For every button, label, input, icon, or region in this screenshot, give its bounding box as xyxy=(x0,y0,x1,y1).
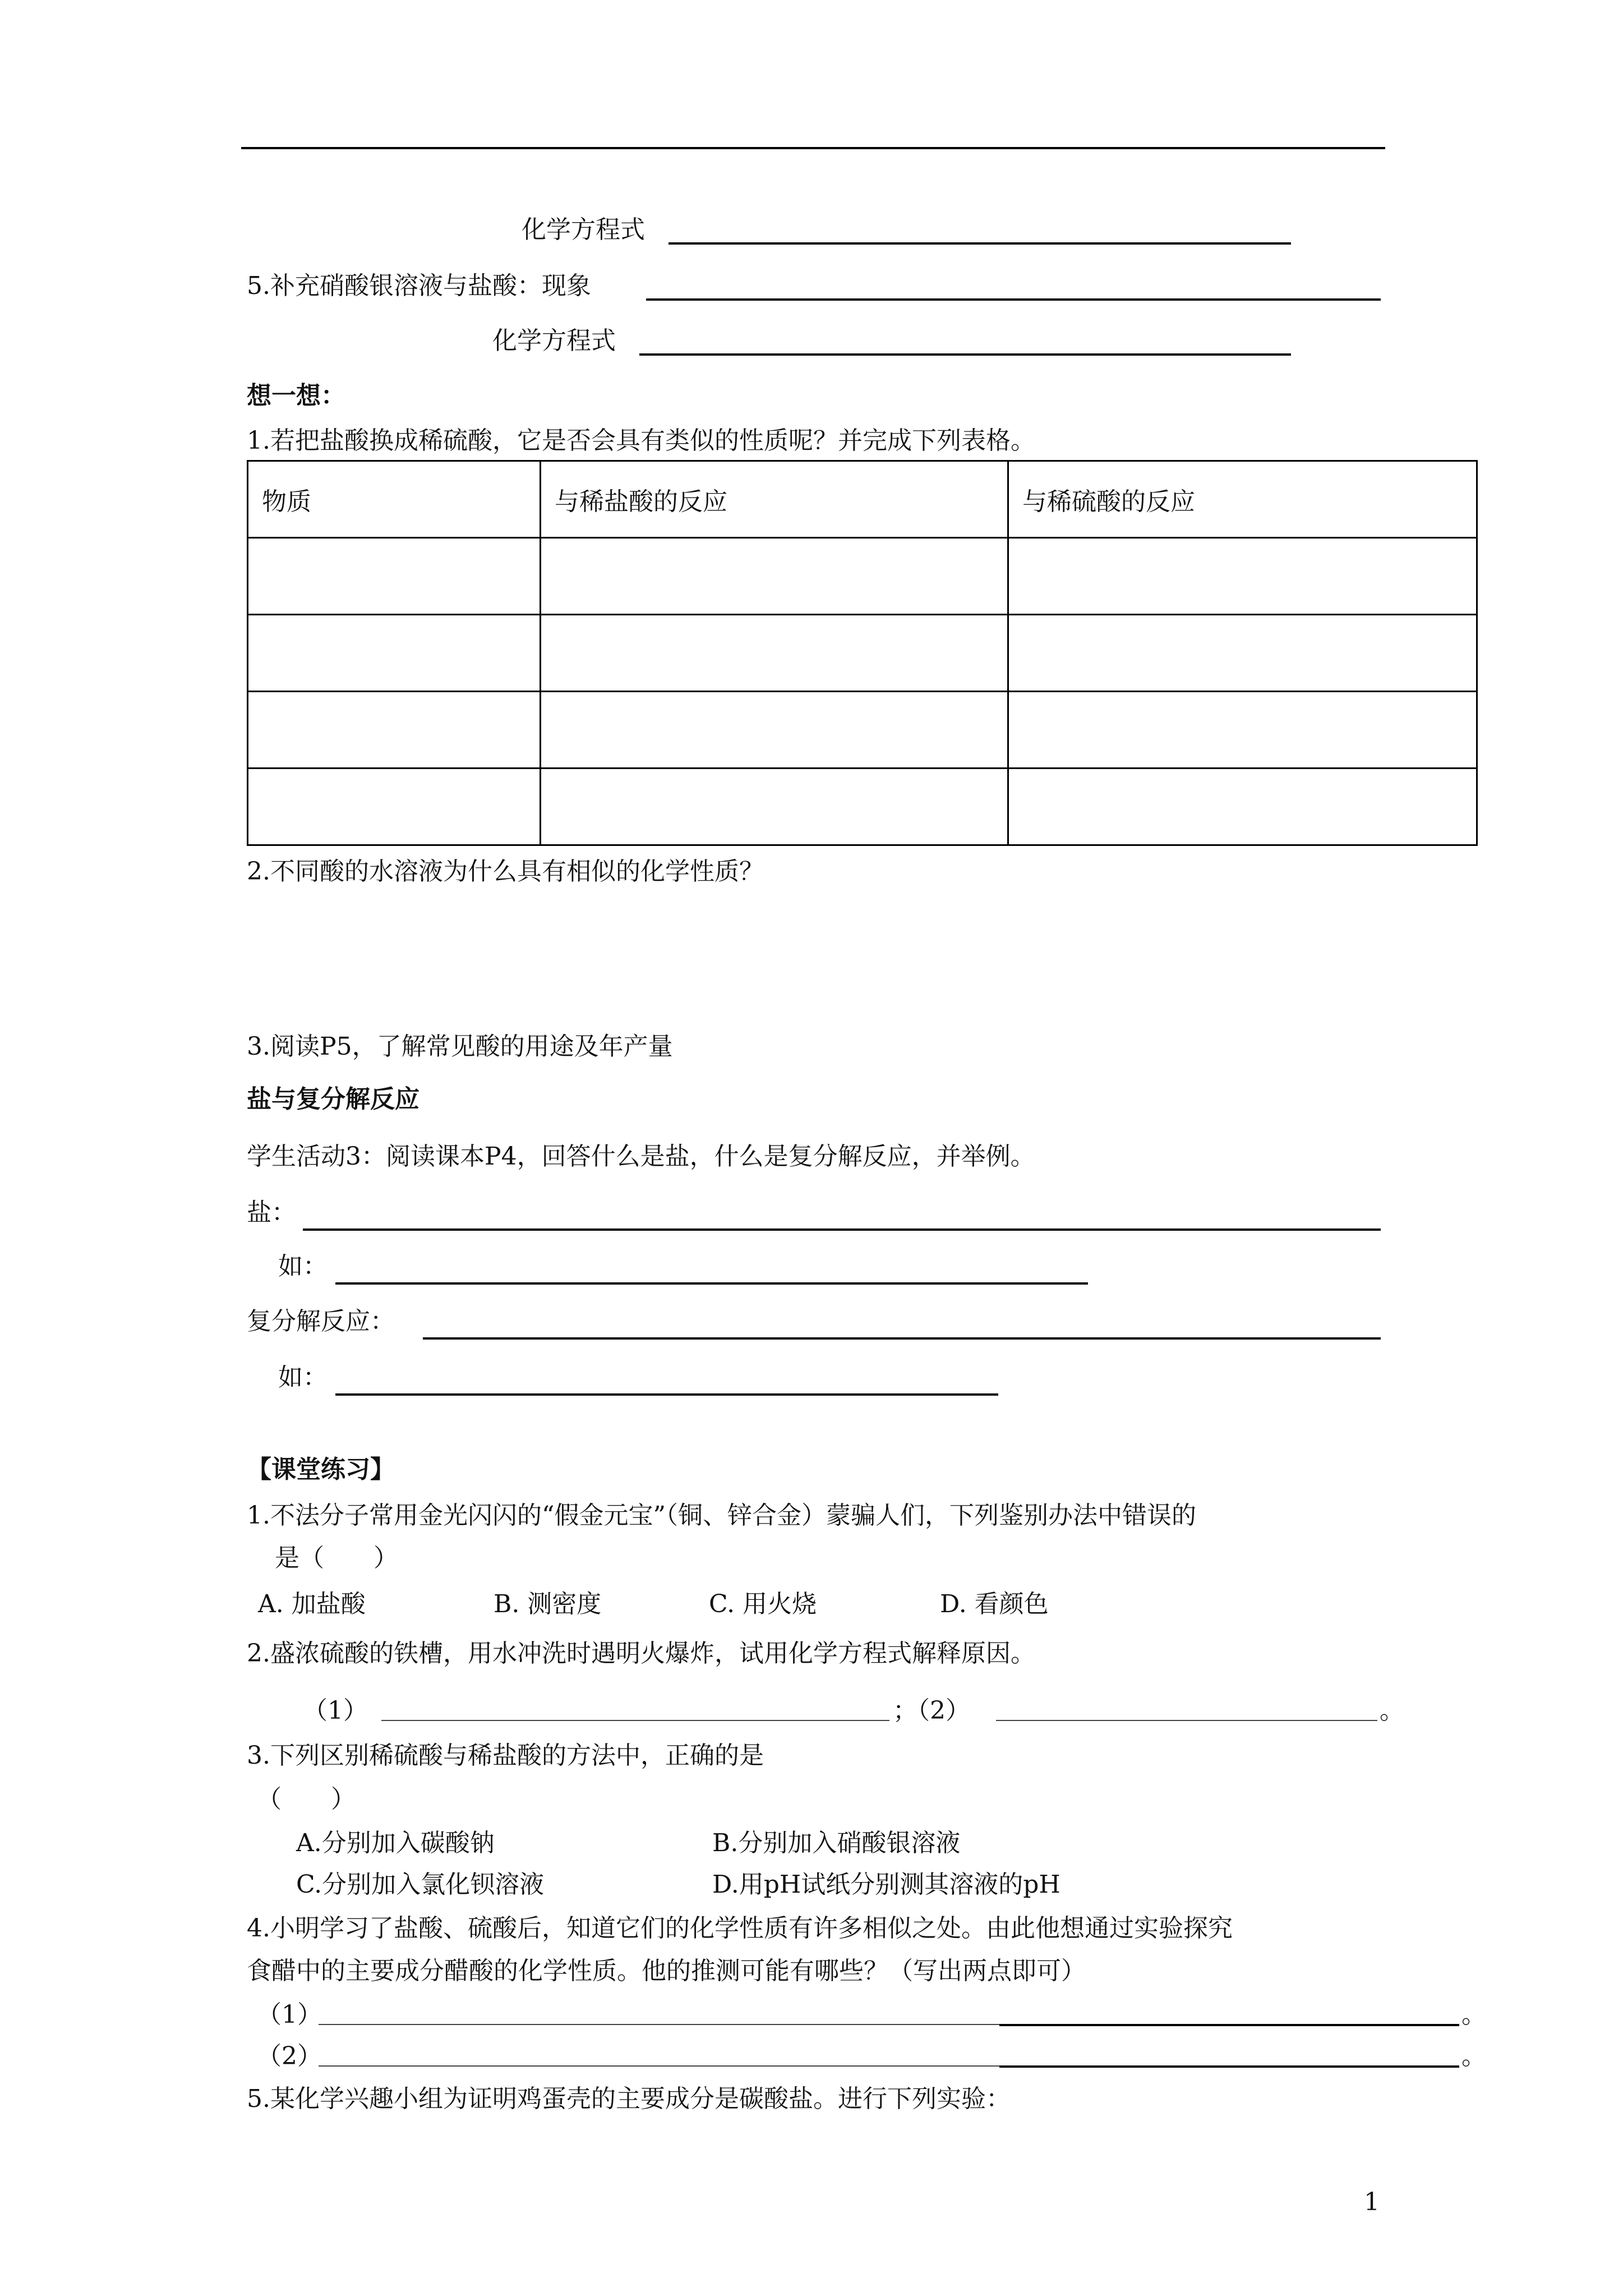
salt-definition-label: 盐： xyxy=(247,1198,296,1227)
table-cell[interactable] xyxy=(541,769,1008,845)
practice-q5-text: 5.某化学兴趣小组为证明鸡蛋壳的主要成分是碳酸盐。进行下列实验： xyxy=(247,2085,1011,2113)
equation-blank-2[interactable] xyxy=(639,353,1291,356)
practice-q4-end-1: 。 xyxy=(1461,2000,1486,2029)
table-cell[interactable] xyxy=(248,538,541,615)
practice-q4-answer-1-label: （1） xyxy=(257,2000,322,2029)
practice-q1-option-b[interactable]: B. 测密度 xyxy=(494,1590,602,1618)
double-decomposition-example-label: 如： xyxy=(278,1363,328,1392)
think-question-3: 3.阅读P5，了解常见酸的用途及年产量 xyxy=(247,1032,673,1061)
practice-q2-blank2-label: ；（2） xyxy=(893,1696,970,1725)
practice-q4-end-2: 。 xyxy=(1461,2042,1486,2070)
practice-q3-option-b[interactable]: B.分别加入硝酸银溶液 xyxy=(712,1829,961,1857)
think-heading: 想一想： xyxy=(247,381,345,410)
practice-q4-answer-2-label: （2） xyxy=(257,2042,322,2070)
table-row xyxy=(248,615,1477,692)
salt-section-heading: 盐与复分解反应 xyxy=(247,1085,419,1114)
q5-phenomenon-blank[interactable] xyxy=(646,298,1381,301)
table-cell[interactable] xyxy=(1008,615,1477,692)
practice-q1-option-c[interactable]: C. 用火烧 xyxy=(709,1590,817,1618)
practice-q2-blank-1[interactable] xyxy=(381,1720,889,1721)
practice-q3-text: 3.下列区别稀硫酸与稀盐酸的方法中，正确的是 xyxy=(247,1741,764,1770)
practice-q1-option-d[interactable]: D. 看颜色 xyxy=(940,1590,1049,1618)
practice-q1-line2: 是（ ） xyxy=(275,1544,398,1572)
practice-heading: 【课堂练习】 xyxy=(247,1455,395,1484)
practice-q3-paren: （ ） xyxy=(257,1785,356,1814)
practice-q2-text: 2.盛浓硫酸的铁槽，用水冲洗时遇明火爆炸，试用化学方程式解释原因。 xyxy=(247,1639,1035,1668)
practice-q3-option-a[interactable]: A.分别加入碳酸钠 xyxy=(296,1829,495,1857)
practice-q4-blank-1b[interactable] xyxy=(999,2024,1459,2026)
salt-example-blank[interactable] xyxy=(335,1282,1088,1285)
table-cell[interactable] xyxy=(248,615,541,692)
salt-definition-blank[interactable] xyxy=(303,1228,1381,1231)
salt-example-label: 如： xyxy=(278,1252,328,1281)
practice-q1-line1: 1.不法分子常用金光闪闪的“假金元宝”（铜、锌合金）蒙骗人们，下列鉴别办法中错误的 xyxy=(247,1501,1196,1530)
header-rule xyxy=(241,147,1385,149)
table-header-cell: 物质 xyxy=(248,461,541,538)
acid-comparison-table xyxy=(247,460,1478,846)
practice-q4-line1: 4.小明学习了盐酸、硫酸后，知道它们的化学性质有许多相似之处。由此他想通过实验探究 xyxy=(247,1914,1233,1943)
table-header-cell: 与稀硫酸的反应 xyxy=(1008,461,1477,538)
double-decomposition-example-blank[interactable] xyxy=(335,1393,998,1396)
practice-q3-option-d[interactable]: D.用pH试纸分别测其溶液的pH xyxy=(712,1870,1061,1899)
table-cell[interactable] xyxy=(248,769,541,845)
equation-blank-1[interactable] xyxy=(668,242,1291,245)
table-cell[interactable] xyxy=(1008,538,1477,615)
think-question-2: 2.不同酸的水溶液为什么具有相似的化学性质？ xyxy=(247,857,764,886)
double-decomposition-blank[interactable] xyxy=(423,1337,1381,1340)
table-cell[interactable] xyxy=(1008,769,1477,845)
practice-q4-blank-1a[interactable] xyxy=(319,2024,999,2025)
table-cell[interactable] xyxy=(541,692,1008,769)
table-cell[interactable] xyxy=(1008,692,1477,769)
table-cell[interactable] xyxy=(248,692,541,769)
table-cell[interactable] xyxy=(541,538,1008,615)
table-row xyxy=(248,538,1477,615)
practice-q1-option-a[interactable]: A. 加盐酸 xyxy=(258,1590,366,1618)
practice-q2-blank1-label: （1） xyxy=(303,1696,368,1725)
student-activity-3: 学生活动3：阅读课本P4，回答什么是盐，什么是复分解反应，并举例。 xyxy=(247,1142,1035,1171)
practice-q4-blank-2a[interactable] xyxy=(319,2065,999,2067)
equation-label-1: 化学方程式 xyxy=(522,215,645,244)
table-row xyxy=(248,769,1477,845)
table-row xyxy=(248,692,1477,769)
practice-q2-end: 。 xyxy=(1380,1696,1404,1725)
practice-q4-blank-2b[interactable] xyxy=(999,2065,1459,2068)
q5-text: 5.补充硝酸银溶液与盐酸：现象 xyxy=(247,272,591,300)
page-number: 1 xyxy=(1364,2188,1380,2216)
double-decomposition-label: 复分解反应： xyxy=(247,1307,395,1336)
table-header-row xyxy=(248,461,1477,538)
table-cell[interactable] xyxy=(541,615,1008,692)
practice-q4-line2: 食醋中的主要成分醋酸的化学性质。他的推测可能有哪些？（写出两点即可） xyxy=(247,1957,1086,1985)
think-question-1: 1.若把盐酸换成稀硫酸，它是否会具有类似的性质呢？并完成下列表格。 xyxy=(247,426,1035,455)
practice-q3-option-c[interactable]: C.分别加入氯化钡溶液 xyxy=(296,1870,545,1899)
table-header-cell: 与稀盐酸的反应 xyxy=(541,461,1008,538)
equation-label-2: 化学方程式 xyxy=(492,326,616,355)
practice-q2-blank-2[interactable] xyxy=(996,1720,1377,1721)
